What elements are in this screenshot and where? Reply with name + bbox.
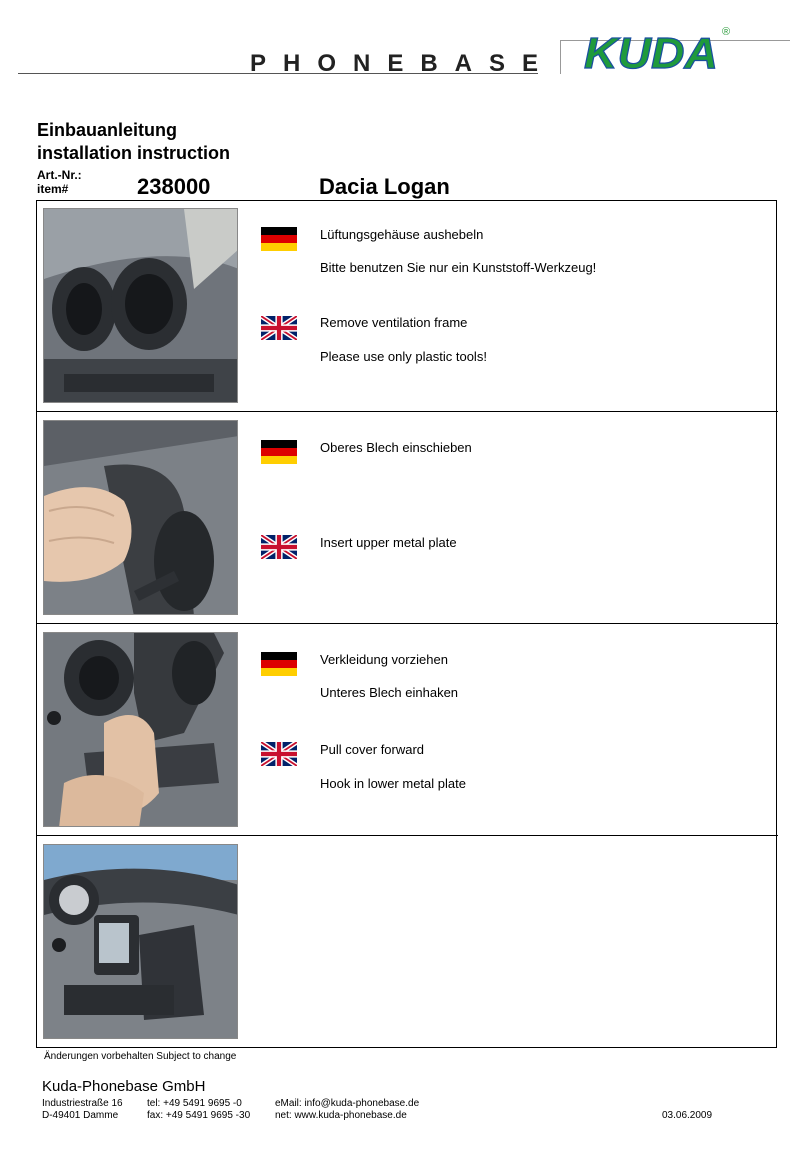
brand-wordmark: PHONEBASE	[250, 50, 556, 77]
address-city: D-49401 Damme	[42, 1110, 119, 1121]
step1-de-line2: Bitte benutzen Sie nur ein Kunststoff-Werkzeug!	[320, 260, 597, 275]
step3-photo	[43, 632, 238, 827]
uk-flag-icon	[261, 742, 297, 766]
phone-number: tel: +49 5491 9695 -0	[147, 1098, 242, 1109]
step1-en-line1: Remove ventilation frame	[320, 315, 468, 330]
fax-number: fax: +49 5491 9695 -30	[147, 1110, 251, 1121]
step3-en-line1: Pull cover forward	[320, 742, 425, 757]
vehicle-model: Dacia Logan	[319, 174, 450, 199]
row-divider-2	[36, 623, 778, 624]
step2-en-line1: Insert upper metal plate	[320, 535, 457, 550]
step2-photo	[43, 420, 238, 615]
german-flag-icon	[261, 440, 297, 464]
step1-de-line1: Lüftungsgehäuse aushebeln	[320, 227, 484, 242]
article-label-en: item#	[37, 182, 69, 196]
document-date: 03.06.2009	[662, 1110, 713, 1121]
german-flag-icon	[261, 227, 297, 251]
step2-de-line1: Oberes Blech einschieben	[320, 440, 472, 455]
row-divider-3	[36, 835, 778, 836]
german-flag-icon	[261, 652, 297, 676]
row-divider-1	[36, 411, 778, 412]
kuda-logo	[580, 28, 720, 74]
kuda-logo-text: KUDA	[584, 29, 718, 74]
change-notice: Änderungen vorbehalten Subject to change	[44, 1051, 237, 1062]
article-number: 238000	[137, 174, 211, 199]
article-label-de: Art.-Nr.:	[37, 168, 82, 182]
company-name: Kuda-Phonebase GmbH	[42, 1078, 206, 1095]
address-street: Industriestraße 16	[42, 1098, 123, 1109]
registered-mark: ®	[722, 26, 731, 38]
uk-flag-icon	[261, 316, 297, 340]
header-logo-frame	[560, 40, 573, 74]
step1-en-line2: Please use only plastic tools!	[320, 349, 487, 364]
step3-en-line2: Hook in lower metal plate	[320, 776, 466, 791]
step3-de-line1: Verkleidung vorziehen	[320, 652, 448, 667]
website-link[interactable]: net: www.kuda-phonebase.de	[275, 1110, 407, 1121]
step3-de-line2: Unteres Blech einhaken	[320, 685, 459, 700]
step4-photo	[43, 844, 238, 1039]
email-link[interactable]: eMail: info@kuda-phonebase.de	[275, 1098, 420, 1109]
title-english: installation instruction	[37, 143, 231, 163]
uk-flag-icon	[261, 535, 297, 559]
title-german: Einbauanleitung	[37, 120, 178, 140]
step1-photo	[43, 208, 238, 403]
